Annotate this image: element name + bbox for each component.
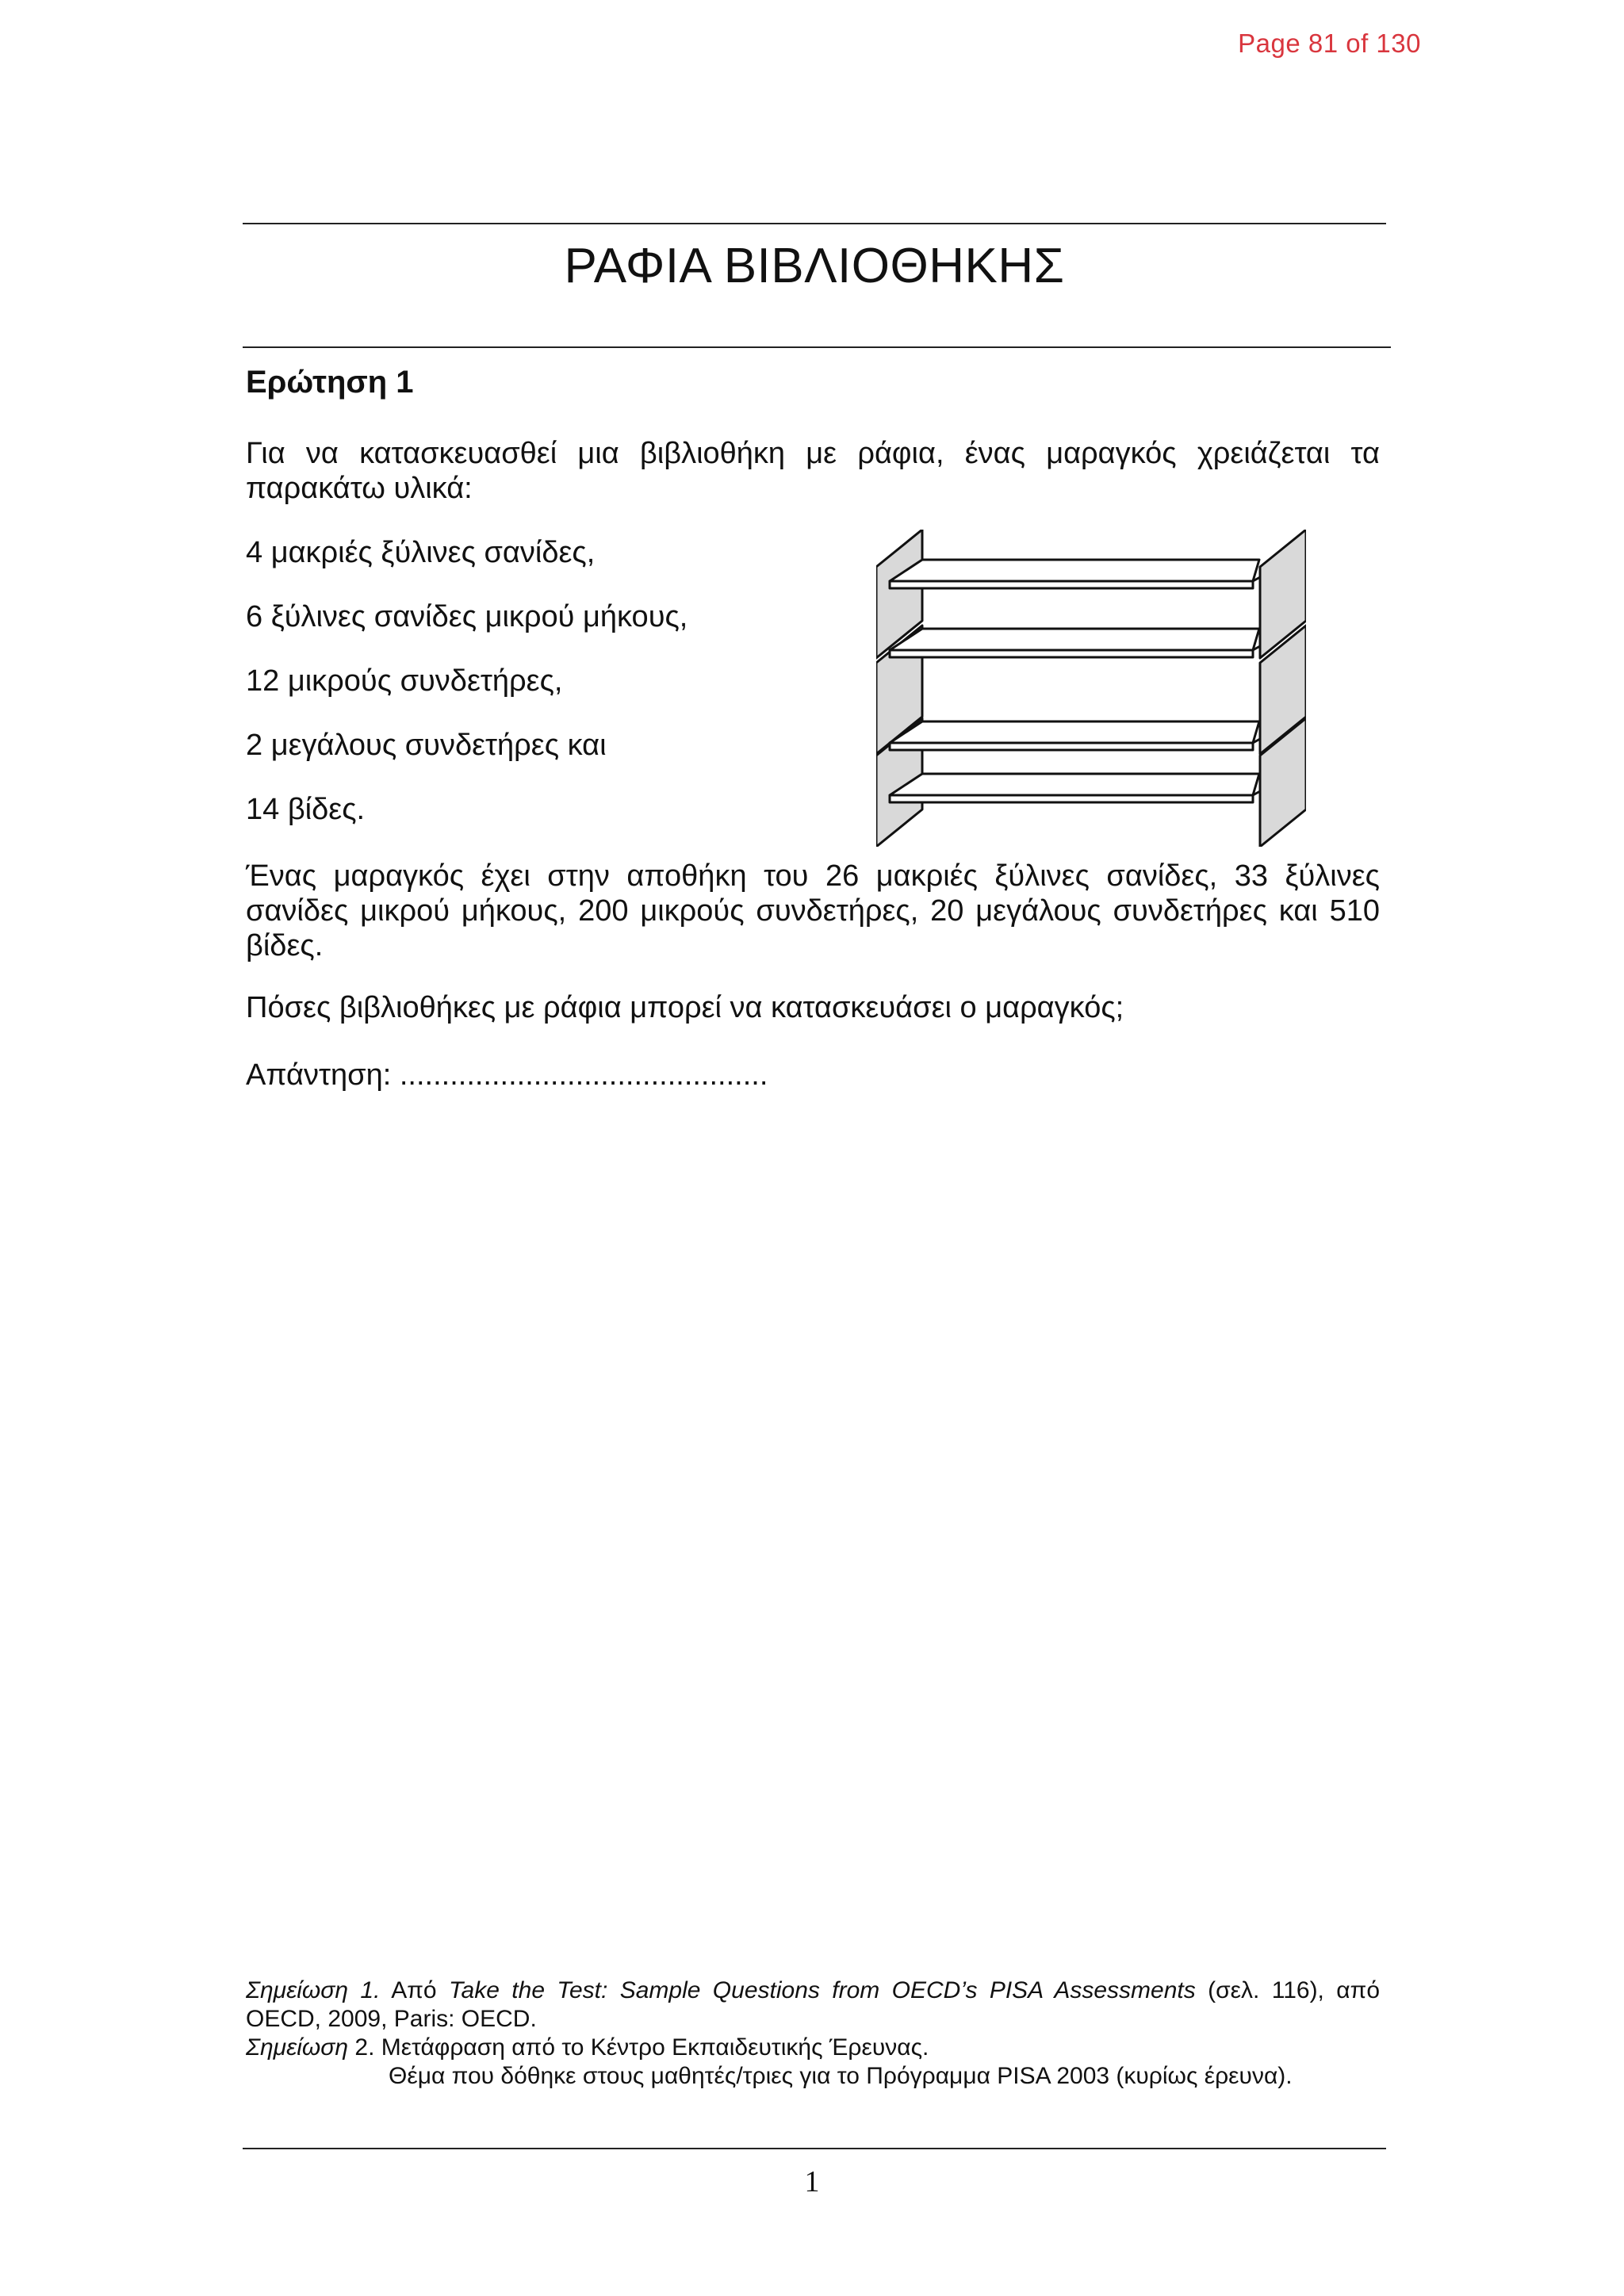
- note-1-source: Take the Test: Sample Questions from OECD’s PISA Assessments: [448, 1977, 1196, 2003]
- note-1-pages: (σελ. 116), από: [1208, 1977, 1381, 2003]
- note-1: [246, 1976, 1380, 2005]
- shelf-4-top: [890, 774, 1259, 795]
- material-item: 4 μακριές ξύλινες σανίδες,: [246, 536, 596, 569]
- page-number: 1: [804, 2165, 820, 2198]
- shelf-3-top: [890, 721, 1259, 743]
- note-2: [246, 2034, 1380, 2062]
- shelf-1-front: [890, 581, 1253, 588]
- note-2-subtitle: Θέμα που δόθηκε στους μαθητές/τριες για το Πρόγραμμα PISA 2003 (κυρίως έρευνα).: [389, 2063, 1293, 2089]
- question-prompt: Πόσες βιβλιοθήκες με ράφια μπορεί να κατασκευάσει ο μαραγκός;: [246, 991, 1124, 1024]
- note-2-label: Σημείωση: [246, 2034, 349, 2061]
- note-1-from: Από: [391, 1977, 437, 2003]
- note-1-label: Σημείωση 1.: [246, 1977, 381, 2003]
- answer-line: [246, 1058, 768, 1093]
- note-1-publisher: OECD, 2009, Paris: OECD.: [246, 2006, 537, 2032]
- answer-blank: ............................................: [399, 1058, 768, 1092]
- shelf-1-top: [890, 560, 1259, 581]
- document-title: ΡΑΦΙΑ ΒΙΒΛΙΟΘΗΚΗΣ: [564, 239, 1065, 293]
- material-item: 14 βίδες.: [246, 793, 366, 826]
- materials-list: [246, 535, 688, 856]
- stock-paragraph: Ένας μαραγκός έχει στην αποθήκη του 26 μακριές ξύλινες σανίδες, 33 ξύλινες σανίδες μικρού μήκους, 200 μικρούς συνδετήρες, 20 μεγάλους συνδετήρες και 510 βίδες.: [246, 859, 1380, 962]
- material-item: 2 μεγάλους συνδετήρες και: [246, 729, 607, 762]
- question-heading: Ερώτηση 1: [246, 365, 414, 400]
- top-rule: [243, 223, 1386, 224]
- material-item: 6 ξύλινες σανίδες μικρού μήκους,: [246, 600, 688, 633]
- footnotes: [246, 1976, 1380, 2091]
- shelf-4-front: [890, 795, 1253, 802]
- material-item: 12 μικρούς συνδετήρες,: [246, 664, 563, 698]
- shelf-2-front: [890, 650, 1253, 657]
- page-counter: Page 81 of 130: [1238, 29, 1421, 58]
- note-2-text: 2. Μετάφραση από το Κέντρο Εκπαιδευτικής Έρευνας.: [354, 2034, 929, 2061]
- title-rule: [243, 346, 1391, 348]
- question-intro: Για να κατασκευασθεί μια βιβλιοθήκη με ράφια, ένας μαραγκός χρειάζεται τα παρακάτω υλικά:: [246, 437, 1380, 505]
- shelf-3-front: [890, 743, 1253, 750]
- bottom-rule: [243, 2148, 1386, 2149]
- shelf-2-top: [890, 629, 1259, 650]
- answer-label: Απάντηση:: [246, 1058, 392, 1092]
- bookshelf-illustration: [876, 530, 1306, 847]
